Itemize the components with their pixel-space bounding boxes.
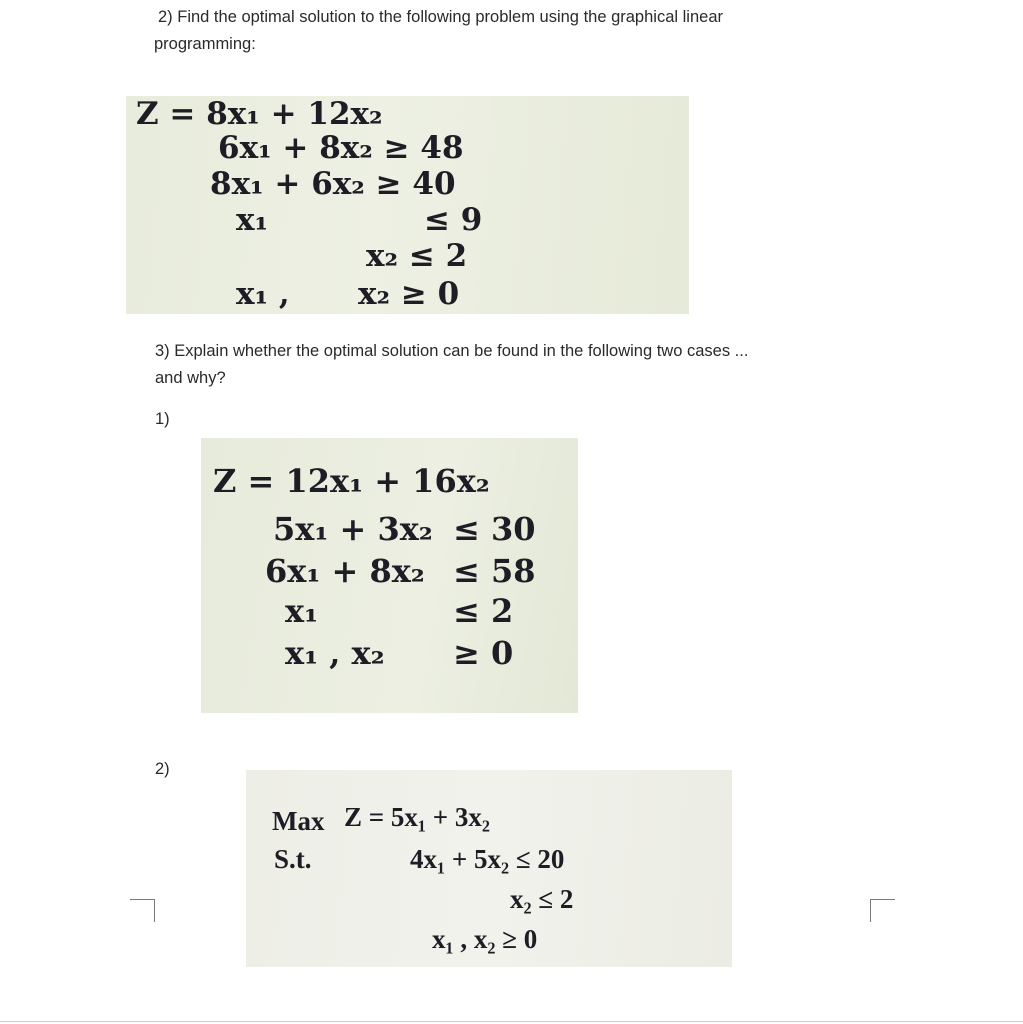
problem-1-constraint-2: 8x₁ + 6x₂ ≥ 40 — [210, 166, 456, 202]
page-corner-mark-right — [870, 899, 895, 922]
question-3-line-2: and why? — [155, 369, 226, 387]
question-2-line-1: 2) Find the optimal solution to the following problem using the graphical linear — [158, 8, 723, 26]
problem-1-nonneg-x1: x₁ , — [236, 276, 290, 312]
case-1-label: 1) — [155, 410, 170, 428]
question-2-line-2: programming: — [154, 35, 256, 53]
case-1-constraint-3-rhs: ≤ 2 — [453, 592, 514, 630]
case-1-constraint-2-lhs: 6x₁ + 8x₂ — [265, 552, 425, 590]
question-2-text — [154, 4, 723, 58]
case-2-constraint-1: 4x₁ + 5x₂ ≤ 20 — [410, 844, 565, 874]
case-2-constraint-2: x₂ ≤ 2 — [510, 884, 574, 914]
problem-1-equations-image — [126, 96, 689, 314]
problem-1-objective: Z = 8x₁ + 12x₂ — [136, 96, 383, 132]
problem-1-constraint-1: 6x₁ + 8x₂ ≥ 48 — [218, 130, 464, 166]
case-1-constraint-4-rhs: ≥ 0 — [453, 634, 514, 672]
page-corner-mark-left — [130, 899, 155, 922]
case-2-st-label: S.t. — [274, 844, 312, 874]
case-2-objective: Z = 5x₁ + 3x₂ — [344, 802, 490, 832]
case-1-constraint-4-lhs: x₁ , x₂ — [285, 634, 385, 672]
question-3-text — [155, 338, 748, 392]
case-1-constraint-1-lhs: 5x₁ + 3x₂ — [273, 510, 433, 548]
case-1-equations-image — [201, 438, 578, 713]
case-2-constraint-3: x₁ , x₂ ≥ 0 — [432, 924, 538, 954]
question-3-line-1: 3) Explain whether the optimal solution can be found in the following two cases ... — [155, 342, 749, 360]
case-2-label: 2) — [155, 760, 170, 778]
case-1-constraint-3-lhs: x₁ — [285, 592, 319, 630]
case-1-constraint-1-rhs: ≤ 30 — [453, 510, 536, 548]
problem-1-constraint-3-rhs: ≤ 9 — [424, 202, 483, 238]
case-2-equations-image — [246, 770, 732, 967]
page-bottom-divider — [0, 1021, 1023, 1022]
case-1-constraint-2-rhs: ≤ 58 — [453, 552, 536, 590]
problem-1-constraint-4: x₂ ≤ 2 — [366, 238, 468, 274]
case-1-objective: Z = 12x₁ + 16x₂ — [213, 462, 490, 500]
problem-1-nonneg-x2: x₂ ≥ 0 — [358, 276, 460, 312]
problem-1-constraint-3-var: x₁ — [236, 202, 269, 238]
case-2-max-label: Max — [272, 806, 325, 836]
